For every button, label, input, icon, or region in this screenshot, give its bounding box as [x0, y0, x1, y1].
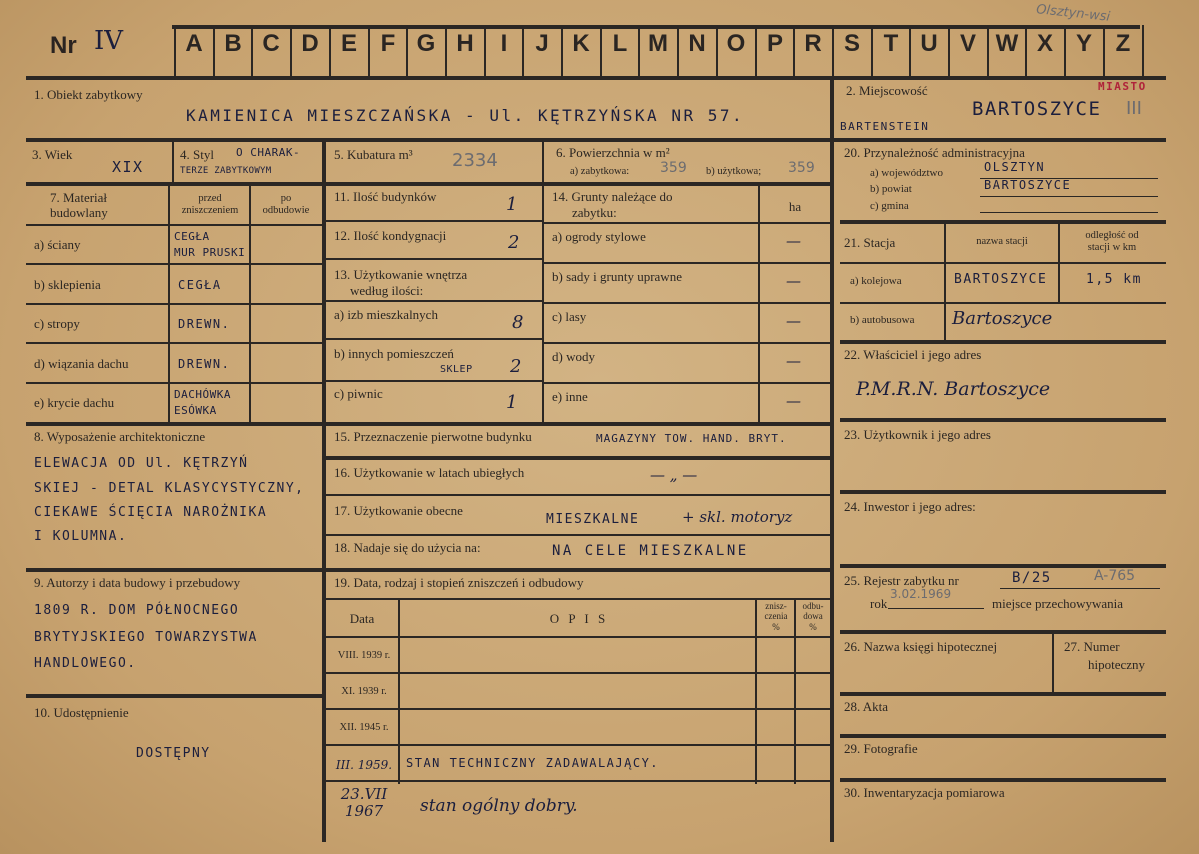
f18-value: NA CELE MIESZKALNE [552, 543, 749, 559]
f14-row-value: — [786, 232, 801, 250]
index-letter-h: H [456, 30, 474, 57]
f7-row-line [26, 263, 322, 265]
f14-unit: ha [788, 199, 802, 214]
f7-row-line [26, 382, 322, 384]
f7-row-label: c) stropy [34, 316, 80, 332]
f12-label: 12. Ilość kondygnacji [334, 228, 447, 243]
index-letter-z: Z [1115, 30, 1131, 57]
f7-row-before-2: ESÓWKA [174, 404, 217, 418]
f11-line [324, 220, 542, 222]
f7-col-before-2: zniszczeniem [181, 205, 239, 216]
f1-value: KAMIENICA MIESZCZAŃSKA - Ul. KĘTRZYŃSKA NR 57. [186, 106, 745, 125]
f7-row-before: DREWN. [178, 356, 231, 371]
f14-row-label: e) inne [552, 389, 588, 404]
f11-label: 11. Ilość budynków [334, 189, 437, 204]
f14-row-label: b) sady i grunty uprawne [552, 269, 682, 284]
header-top-line [172, 25, 1140, 29]
index-letter-v: V [959, 30, 976, 57]
index-divider [1064, 25, 1066, 77]
f22-label: 22. Właściciel i jego adres [844, 347, 982, 362]
f26-label: 26. Nazwa księgi hipotecznej [844, 639, 998, 654]
f12-line [324, 258, 542, 260]
f19-row-line [324, 708, 830, 710]
index-letter-m: M [648, 30, 668, 57]
f19-col-date: Data [349, 611, 375, 626]
f7-row-label: e) krycie dachu [34, 395, 115, 411]
index-divider [213, 25, 215, 77]
index-letter-n: N [688, 30, 706, 57]
f25-nr-extra: A-765 [1094, 568, 1136, 584]
f19-col-desc: O P I S [549, 611, 609, 626]
f13-c-value: 1 [506, 392, 518, 413]
f2-value: BARTOSZYCE [972, 98, 1102, 120]
line-f17 [324, 534, 830, 536]
line-f8-bottom [26, 568, 322, 572]
div-f3-f4 [172, 140, 174, 182]
f21-a-dist: 1,5 km [1086, 272, 1142, 287]
f15-label: 15. Przeznaczenie pierwotne budynku [334, 429, 532, 444]
f19-col-z-3: % [772, 622, 780, 632]
f8-line-1: ELEWACJA OD Ul. KĘTRZYŃ [34, 456, 249, 471]
index-divider [1025, 25, 1027, 77]
f7-head-line [26, 224, 322, 226]
f19-col-div-2 [755, 600, 757, 784]
f18-label: 18. Nadaje się do użycia na: [334, 540, 481, 555]
f20-b-line [980, 196, 1158, 197]
f13-b-value: 2 [510, 356, 522, 377]
f14-row-line [544, 302, 830, 304]
f19-row-date: VIII. 1939 r. [337, 650, 391, 661]
index-letter-r: R [804, 30, 822, 57]
f13-b-line [324, 380, 542, 382]
index-divider [948, 25, 950, 77]
line-f23 [840, 490, 1166, 494]
index-letter-f: F [380, 30, 396, 57]
f27-label-1: 27. Numer [1064, 639, 1120, 654]
f19-row5-date: 23.VII 1967 [340, 785, 388, 820]
index-divider [1103, 25, 1105, 77]
index-divider [871, 25, 873, 77]
f19-row-line [324, 780, 830, 782]
f19-label: 19. Data, rodzaj i stopień zniszczeń i odbudowy [334, 575, 584, 590]
f8-line-2: SKIEJ - DETAL KLASYCYSTYCZNY, [34, 481, 305, 496]
f20-a-value: OLSZTYN [984, 160, 1046, 174]
index-letter-y: Y [1075, 30, 1092, 57]
f9-line-1: 1809 R. DOM PÓŁNOCNEGO [34, 603, 240, 618]
f17-value-hand: + skl. motoryz [682, 508, 793, 526]
f21-col-div-1 [944, 222, 946, 340]
index-letter-j: J [535, 30, 549, 57]
line-f9-bottom [26, 694, 322, 698]
f25-label: 25. Rejestr zabytku nr [844, 573, 959, 588]
f27-label-2: hipoteczny [1088, 657, 1146, 672]
index-divider [484, 25, 486, 77]
f29-label: 29. Fotografie [844, 741, 918, 756]
f21-a-label: a) kolejowa [850, 275, 902, 287]
f14-head-line [544, 222, 830, 224]
line-f26 [840, 692, 1166, 696]
div-f4-f5 [322, 140, 326, 842]
f14-row-label: c) lasy [552, 309, 587, 324]
line-f7-bottom [26, 422, 322, 426]
f20-c-line [980, 212, 1158, 213]
index-divider [251, 25, 253, 77]
line-f29 [840, 778, 1166, 782]
f7-row-before: CEGŁA [174, 230, 210, 243]
index-letter-i: I [500, 30, 508, 57]
f13-label-1: 13. Użytkowanie wnętrza [334, 267, 468, 282]
f20-label: 20. Przynależność administracyjna [844, 145, 1025, 160]
f9-line-3: HANDLOWEGO. [34, 656, 137, 671]
f13-b-label: b) innych pomieszczeń [334, 346, 454, 361]
f8-label: 8. Wyposażenie architektoniczne [34, 429, 206, 444]
index-letter-c: C [262, 30, 280, 57]
index-divider [638, 25, 640, 77]
line-row1 [26, 138, 1166, 142]
f14-row-line [544, 342, 830, 344]
index-letter-t: T [883, 30, 899, 57]
f20-c-label: c) gmina [870, 200, 909, 212]
f4-label: 4. Styl [180, 147, 214, 162]
f7-row-label: d) wiązania dachu [34, 355, 129, 371]
f14-row-value: — [786, 272, 801, 290]
index-divider [832, 25, 834, 77]
index-divider [561, 25, 563, 77]
f7-row-before: DREWN. [178, 317, 231, 332]
f23-label: 23. Użytkownik i jego adres [844, 427, 991, 442]
index-divider [987, 25, 989, 77]
f19-row-line [324, 744, 830, 746]
index-divider [406, 25, 408, 77]
f6-label: 6. Powierzchnia w m² [556, 145, 670, 160]
f19-col-o-1: odbu- [802, 601, 824, 611]
index-letter-d: D [301, 30, 319, 57]
f14-label-1: 14. Grunty należące do [552, 189, 673, 204]
index-divider [522, 25, 524, 77]
f13-label-2: według ilości: [350, 283, 424, 298]
index-divider [445, 25, 447, 77]
f22-value: P.M.R.N. Bartoszyce [856, 378, 1051, 400]
f13-a-line [324, 338, 542, 340]
index-divider [716, 25, 718, 77]
line-f25 [840, 630, 1166, 634]
f19-col-div-3 [794, 600, 796, 784]
f25-nr-value: B/25 [1012, 570, 1052, 586]
f2-label: 2. Miejscowość [846, 83, 928, 98]
line-f18 [324, 568, 830, 572]
f7-row-line [26, 342, 322, 344]
f7-row-label: a) ściany [34, 237, 81, 252]
f30-label: 30. Inwentaryzacja pomiarowa [844, 785, 1005, 800]
f15-value: MAGAZYNY TOW. HAND. BRYT. [596, 432, 787, 445]
f14-row-value: — [786, 312, 801, 330]
index-divider [368, 25, 370, 77]
f13-b-note: SKLEP [440, 364, 473, 375]
line-f21 [840, 340, 1166, 344]
nr-value: IV [94, 26, 124, 56]
f17-value-print: MIESZKALNE [546, 512, 640, 527]
f21-b-label: b) autobusowa [850, 314, 915, 326]
f21-col-name: nazwa stacji [976, 236, 1028, 247]
index-letter-u: U [920, 30, 938, 57]
index-divider [174, 25, 176, 77]
index-divider [290, 25, 292, 77]
f19-row-line [324, 672, 830, 674]
f6-b-value: 359 [788, 160, 815, 176]
f7-row-label: b) sklepienia [34, 276, 101, 292]
f21-label: 21. Stacja [844, 235, 896, 250]
f6-a-label: a) zabytkowa: [570, 166, 630, 177]
index-letter-g: G [416, 30, 436, 57]
f3-value: XIX [112, 158, 144, 176]
f16-value: — „ — [650, 466, 698, 484]
f25-nr-line [1000, 588, 1160, 589]
index-letter-p: P [766, 30, 783, 57]
f13-c-label: c) piwnic [334, 386, 383, 401]
f14-row-label: d) wody [552, 349, 595, 364]
f11-value: 1 [506, 194, 518, 215]
index-letter-s: S [843, 30, 860, 57]
index-divider [600, 25, 602, 77]
f19-col-o-2: dowa [803, 611, 823, 621]
f21-col-dist-2: stacji w km [1087, 242, 1137, 253]
index-divider [755, 25, 757, 77]
f19-row5-desc: stan ogólny dobry. [420, 796, 578, 816]
f19-row-desc: STAN TECHNICZNY ZADAWALAJĄCY. [406, 756, 660, 770]
index-letter-e: E [340, 30, 357, 57]
f10-label: 10. Udostępnienie [34, 705, 129, 720]
f19-col-z-2: czenia [764, 611, 788, 621]
f17-label: 17. Użytkowanie obecne [334, 503, 463, 518]
f7-label-1: 7. Materiał [50, 190, 108, 205]
f5-label: 5. Kubatura m³ [334, 147, 413, 162]
index-letter-w: W [995, 30, 1019, 57]
f28-label: 28. Akta [844, 699, 889, 714]
f4-value-1: O CHARAK- [236, 146, 301, 159]
f25-rok-line [888, 608, 984, 609]
f24-label: 24. Inwestor i jego adres: [844, 499, 976, 514]
index-divider [909, 25, 911, 77]
f9-line-2: BRYTYJSKIEGO TOWARZYSTWA [34, 630, 258, 645]
f12-value: 2 [508, 232, 520, 253]
f19-row-date: XII. 1945 r. [339, 722, 389, 733]
index-letter-x: X [1036, 30, 1053, 57]
index-divider [1142, 25, 1144, 77]
line-row2 [26, 182, 830, 186]
corner-note: Olsztyn-wsi [1035, 2, 1111, 25]
f21-a-line [840, 302, 1166, 304]
line-f15 [324, 456, 830, 460]
f20-b-label: b) powiat [870, 183, 912, 195]
line-f28 [840, 734, 1166, 738]
f21-b-name: Bartoszyce [952, 308, 1053, 329]
f8-line-4: I KOLUMNA. [34, 529, 128, 544]
index-letter-b: B [224, 30, 242, 57]
f19-col-z-1: znisz- [765, 601, 787, 611]
f7-row-before: DACHÓWKA [174, 388, 231, 402]
index-divider [677, 25, 679, 77]
line-f16 [324, 494, 830, 496]
div-center-right [830, 78, 834, 842]
index-divider [793, 25, 795, 77]
f21-head-line [840, 262, 1166, 264]
f3-label: 3. Wiek [32, 147, 73, 162]
f7-label-2: budowlany [50, 205, 108, 220]
f7-row-before-2: MUR PRUSKI [174, 246, 246, 259]
f21-a-name: BARTOSZYCE [954, 272, 1048, 287]
index-letter-l: L [612, 30, 628, 57]
f13-a-value: 8 [512, 312, 524, 333]
f2-note-old: BARTENSTEIN [840, 120, 930, 133]
f20-a-label: a) województwo [870, 167, 944, 179]
f14-row-value: — [786, 392, 801, 410]
f2-note-miasto: MIASTO [1098, 80, 1147, 93]
f25-rok-value: 3.02.1969 [890, 587, 952, 601]
f19-col-o-3: % [809, 622, 817, 632]
f7-row-line [26, 303, 322, 305]
f19-row-date: III. 1959. [335, 758, 393, 772]
f2-note-nr: III [1126, 98, 1142, 119]
f5-value: 2334 [452, 150, 498, 171]
f25-place-label: miejsce przechowywania [992, 596, 1124, 611]
line-f20 [840, 220, 1166, 224]
f16-label: 16. Użytkowanie w latach ubiegłych [334, 465, 525, 480]
line-f22 [840, 418, 1166, 422]
index-divider [329, 25, 331, 77]
f8-line-3: CIEKAWE ŚCIĘCIA NAROŻNIKA [34, 505, 268, 520]
f1-label: 1. Obiekt zabytkowy [34, 87, 143, 102]
f9-label: 9. Autorzy i data budowy i przebudowy [34, 575, 241, 590]
f13-head-line [324, 300, 542, 302]
f21-col-dist-1: odległość od [1085, 230, 1139, 241]
index-letter-a: A [185, 30, 203, 57]
f6-b-label: b) użytkowa; [706, 166, 762, 177]
div-f5-f6 [542, 140, 544, 182]
index-letter-k: K [572, 30, 590, 57]
f20-b-value: BARTOSZYCE [984, 178, 1072, 192]
f4-value-2: TERZE ZABYTKOWYM [180, 166, 272, 176]
f10-value: DOSTĘPNY [136, 746, 211, 761]
f7-col-after-1: po [280, 193, 292, 204]
f7-row-before: CEGŁA [178, 277, 222, 292]
f14-label-2: zabytku: [572, 205, 617, 220]
f7-col-before-1: przed [198, 193, 222, 204]
f14-row-line [544, 382, 830, 384]
line-f13-f14-bottom [324, 422, 830, 426]
f14-row-label: a) ogrody stylowe [552, 229, 646, 244]
index-letter-o: O [726, 30, 746, 57]
f13-a-label: a) izb mieszkalnych [334, 307, 438, 322]
f6-a-value: 359 [660, 160, 687, 176]
f25-rok-label: rok [870, 596, 888, 611]
f14-row-line [544, 262, 830, 264]
header-bottom-line [26, 76, 1166, 80]
f19-col-div-1 [398, 600, 400, 784]
f7-col-after-2: odbudowie [262, 205, 310, 216]
div-f26-f27 [1052, 632, 1054, 692]
f19-row-date: XI. 1939 r. [341, 686, 387, 697]
nr-label: Nr [50, 32, 77, 59]
f14-row-value: — [786, 352, 801, 370]
